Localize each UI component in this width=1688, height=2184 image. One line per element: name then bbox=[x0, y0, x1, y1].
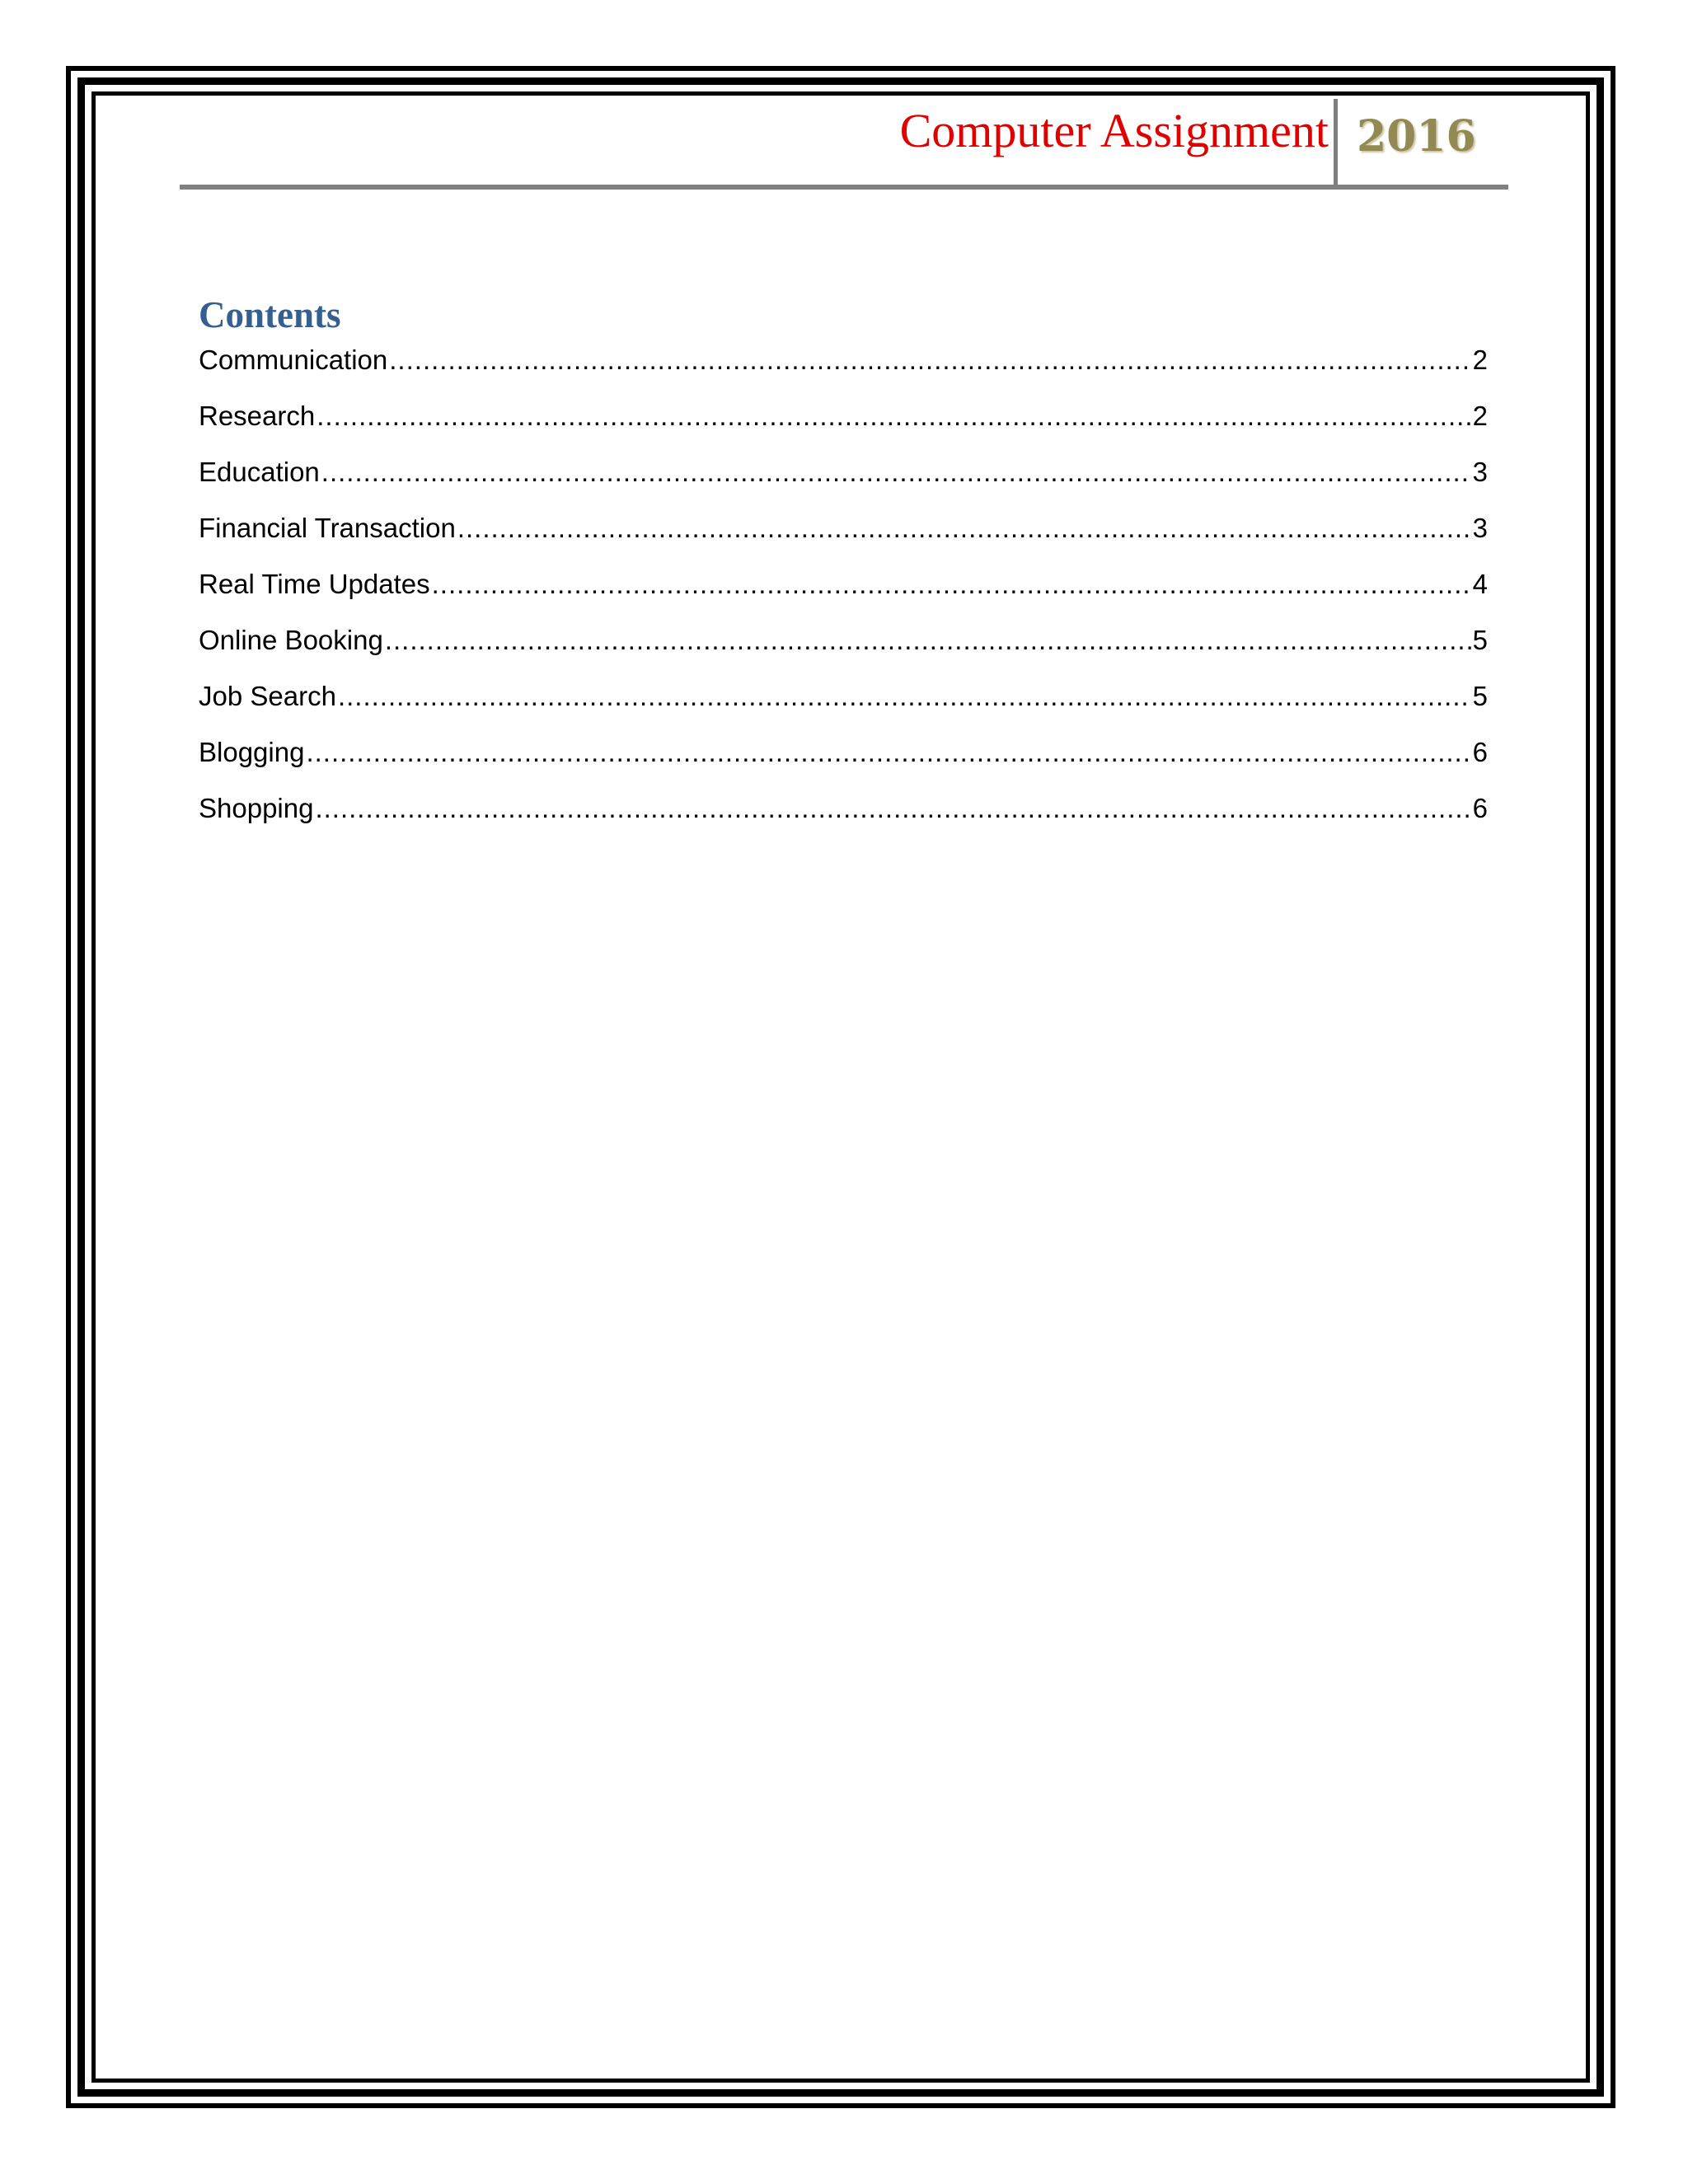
toc-entry-online-booking[interactable] bbox=[199, 625, 1488, 681]
toc-dot-leader bbox=[316, 401, 1470, 432]
header-rule bbox=[180, 185, 1508, 190]
toc-entry-research[interactable] bbox=[199, 401, 1488, 457]
toc-entry-blogging[interactable] bbox=[199, 737, 1488, 793]
toc-entry-label: Job Search bbox=[199, 681, 336, 711]
toc-dot-leader bbox=[315, 793, 1470, 824]
toc-entry-page: 3 bbox=[1472, 513, 1488, 543]
toc-dot-leader bbox=[457, 513, 1471, 544]
table-of-contents bbox=[199, 344, 1488, 849]
toc-entry-page: 6 bbox=[1472, 793, 1488, 823]
toc-heading: Contents bbox=[199, 294, 341, 335]
toc-dot-leader bbox=[385, 625, 1471, 656]
toc-entry-page: 6 bbox=[1472, 737, 1488, 767]
toc-entry-page: 3 bbox=[1472, 457, 1488, 487]
header-year: 2016 bbox=[1357, 111, 1476, 162]
toc-entry-page: 5 bbox=[1472, 625, 1488, 655]
toc-entry-label: Education bbox=[199, 457, 320, 487]
toc-entry-financial-transaction[interactable] bbox=[199, 513, 1488, 569]
toc-entry-shopping[interactable] bbox=[199, 793, 1488, 849]
toc-dot-leader bbox=[432, 569, 1471, 600]
toc-entry-page: 2 bbox=[1472, 344, 1488, 375]
toc-entry-label: Blogging bbox=[199, 737, 305, 767]
toc-entry-job-search[interactable] bbox=[199, 681, 1488, 737]
toc-entry-page: 4 bbox=[1472, 569, 1488, 599]
toc-entry-communication[interactable] bbox=[199, 344, 1488, 401]
toc-entry-education[interactable] bbox=[199, 457, 1488, 513]
toc-dot-leader bbox=[306, 737, 1470, 768]
toc-entry-page: 2 bbox=[1472, 401, 1488, 431]
header-title: Computer Assignment bbox=[899, 104, 1329, 157]
toc-entry-label: Real Time Updates bbox=[199, 569, 430, 599]
toc-entry-label: Communication bbox=[199, 344, 388, 375]
toc-entry-label: Financial Transaction bbox=[199, 513, 456, 543]
toc-dot-leader bbox=[321, 457, 1471, 488]
toc-dot-leader bbox=[389, 344, 1470, 376]
toc-entry-label: Online Booking bbox=[199, 625, 383, 655]
toc-entry-real-time-updates[interactable] bbox=[199, 569, 1488, 625]
toc-entry-page: 5 bbox=[1472, 681, 1488, 711]
header-divider bbox=[1334, 99, 1338, 186]
toc-entry-label: Shopping bbox=[199, 793, 314, 823]
toc-entry-label: Research bbox=[199, 401, 316, 431]
toc-dot-leader bbox=[338, 681, 1471, 712]
